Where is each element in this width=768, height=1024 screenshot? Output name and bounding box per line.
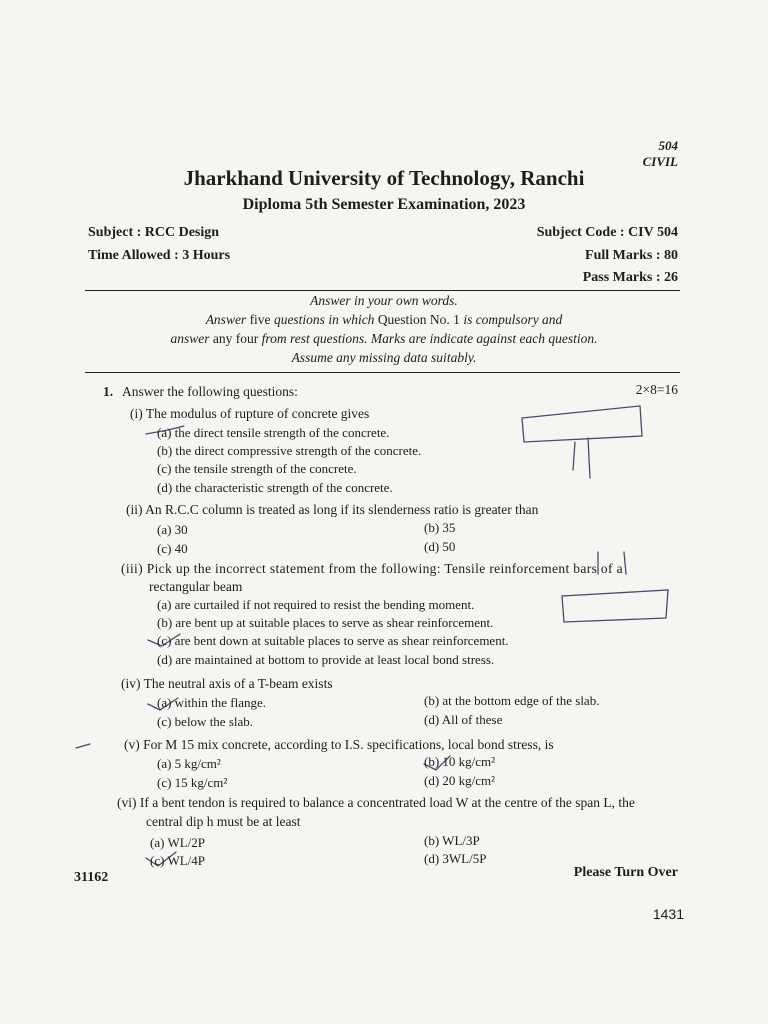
q1-ii-option-d: (d) 50 <box>424 539 456 554</box>
q1-i-option-a: (a) the direct tensile strength of the concrete. <box>157 425 390 440</box>
page-number: 1431 <box>652 906 684 922</box>
q1-iii-stem: (iii) Pick up the incorrect statement from the following: Tensile reinforcement bars of a <box>121 561 623 576</box>
pass-marks: Pass Marks : 26 <box>582 270 678 285</box>
q1-iii-stem-cont: rectangular beam <box>149 579 243 594</box>
q1-vi-option-d: (d) 3WL/5P <box>424 851 487 866</box>
q1-v-option-c: (c) 15 kg/cm² <box>157 775 228 790</box>
instructions-rule <box>85 372 680 373</box>
q1-i-option-d: (d) the characteristic strength of the concrete. <box>157 480 393 495</box>
q1-iv-option-d: (d) All of these <box>424 712 503 727</box>
q1-v-option-a: (a) 5 kg/cm² <box>157 756 221 771</box>
q1-vi-option-a: (a) WL/2P <box>150 835 205 850</box>
paper-serial: 31162 <box>74 870 109 885</box>
turn-over-note: Please Turn Over <box>573 865 678 880</box>
q1-v-option-d: (d) 20 kg/cm² <box>424 773 496 788</box>
q1-i-stem: (i) The modulus of rupture of concrete gives <box>130 406 370 421</box>
q1-vi-option-c: (c) WL/4P <box>150 853 205 868</box>
q1-vi-option-b: (b) WL/3P <box>424 833 480 848</box>
q1-iv-option-c: (c) below the slab. <box>157 714 254 729</box>
q1-v-stem: (v) For M 15 mix concrete, according to I.S. specifications, local bond stress, is <box>124 737 554 752</box>
paper-branch: CIVIL <box>642 154 678 169</box>
q1-ii-stem: (ii) An R.C.C column is treated as long if its slenderness ratio is greater than <box>126 502 539 517</box>
subject: Subject : RCC Design <box>88 225 220 240</box>
exam-title: Diploma 5th Semester Examination, 2023 <box>242 196 526 213</box>
q1-ii-option-c: (c) 40 <box>157 541 188 556</box>
q1-iii-option-a: (a) are curtailed if not required to resist the bending moment. <box>157 597 475 612</box>
q1-iii-option-d: (d) are maintained at bottom to provide at least local bond stress. <box>157 652 495 667</box>
q1-i-option-c: (c) the tensile strength of the concrete. <box>157 461 357 476</box>
question-marks: 2×8=16 <box>635 382 678 397</box>
instruction-line-3: answer any four from rest questions. Marks are indicate against each question. <box>170 331 598 346</box>
q1-vi-stem-cont: central dip h must be at least <box>146 814 301 829</box>
full-marks: Full Marks : 80 <box>585 248 678 263</box>
instruction-line-1: Answer in your own words. <box>310 293 458 308</box>
q1-iii-option-b: (b) are bent up at suitable places to serve as shear reinforcement. <box>157 615 494 630</box>
q1-vi-stem: (vi) If a bent tendon is required to balance a concentrated load W at the centre of the span L, the <box>117 795 635 810</box>
paper-number: 504 <box>658 138 678 153</box>
q1-v-option-b: (b) 10 kg/cm² <box>424 754 496 769</box>
q1-ii-option-a: (a) 30 <box>157 522 188 537</box>
q1-i-option-b: (b) the direct compressive strength of the concrete. <box>157 443 422 458</box>
question-text: Answer the following questions: <box>122 384 298 399</box>
instruction-line-2: Answer five questions in which Question No. 1 is compulsory and <box>205 312 563 327</box>
subject-code: Subject Code : CIV 504 <box>536 225 678 240</box>
q1-iv-option-b: (b) at the bottom edge of the slab. <box>424 693 600 708</box>
university-title: Jharkhand University of Technology, Ranchi <box>183 166 585 190</box>
header-rule <box>85 290 680 291</box>
q1-iv-stem: (iv) The neutral axis of a T-beam exists <box>121 676 333 691</box>
q1-iv-option-a: (a) within the flange. <box>157 695 267 710</box>
q1-iii-option-c: (c) are bent down at suitable places to serve as shear reinforcement. <box>157 633 509 648</box>
time-allowed: Time Allowed : 3 Hours <box>88 248 231 263</box>
q1-ii-option-b: (b) 35 <box>424 520 456 535</box>
instruction-line-4: Assume any missing data suitably. <box>291 350 477 365</box>
question-number: 1. <box>103 384 114 399</box>
